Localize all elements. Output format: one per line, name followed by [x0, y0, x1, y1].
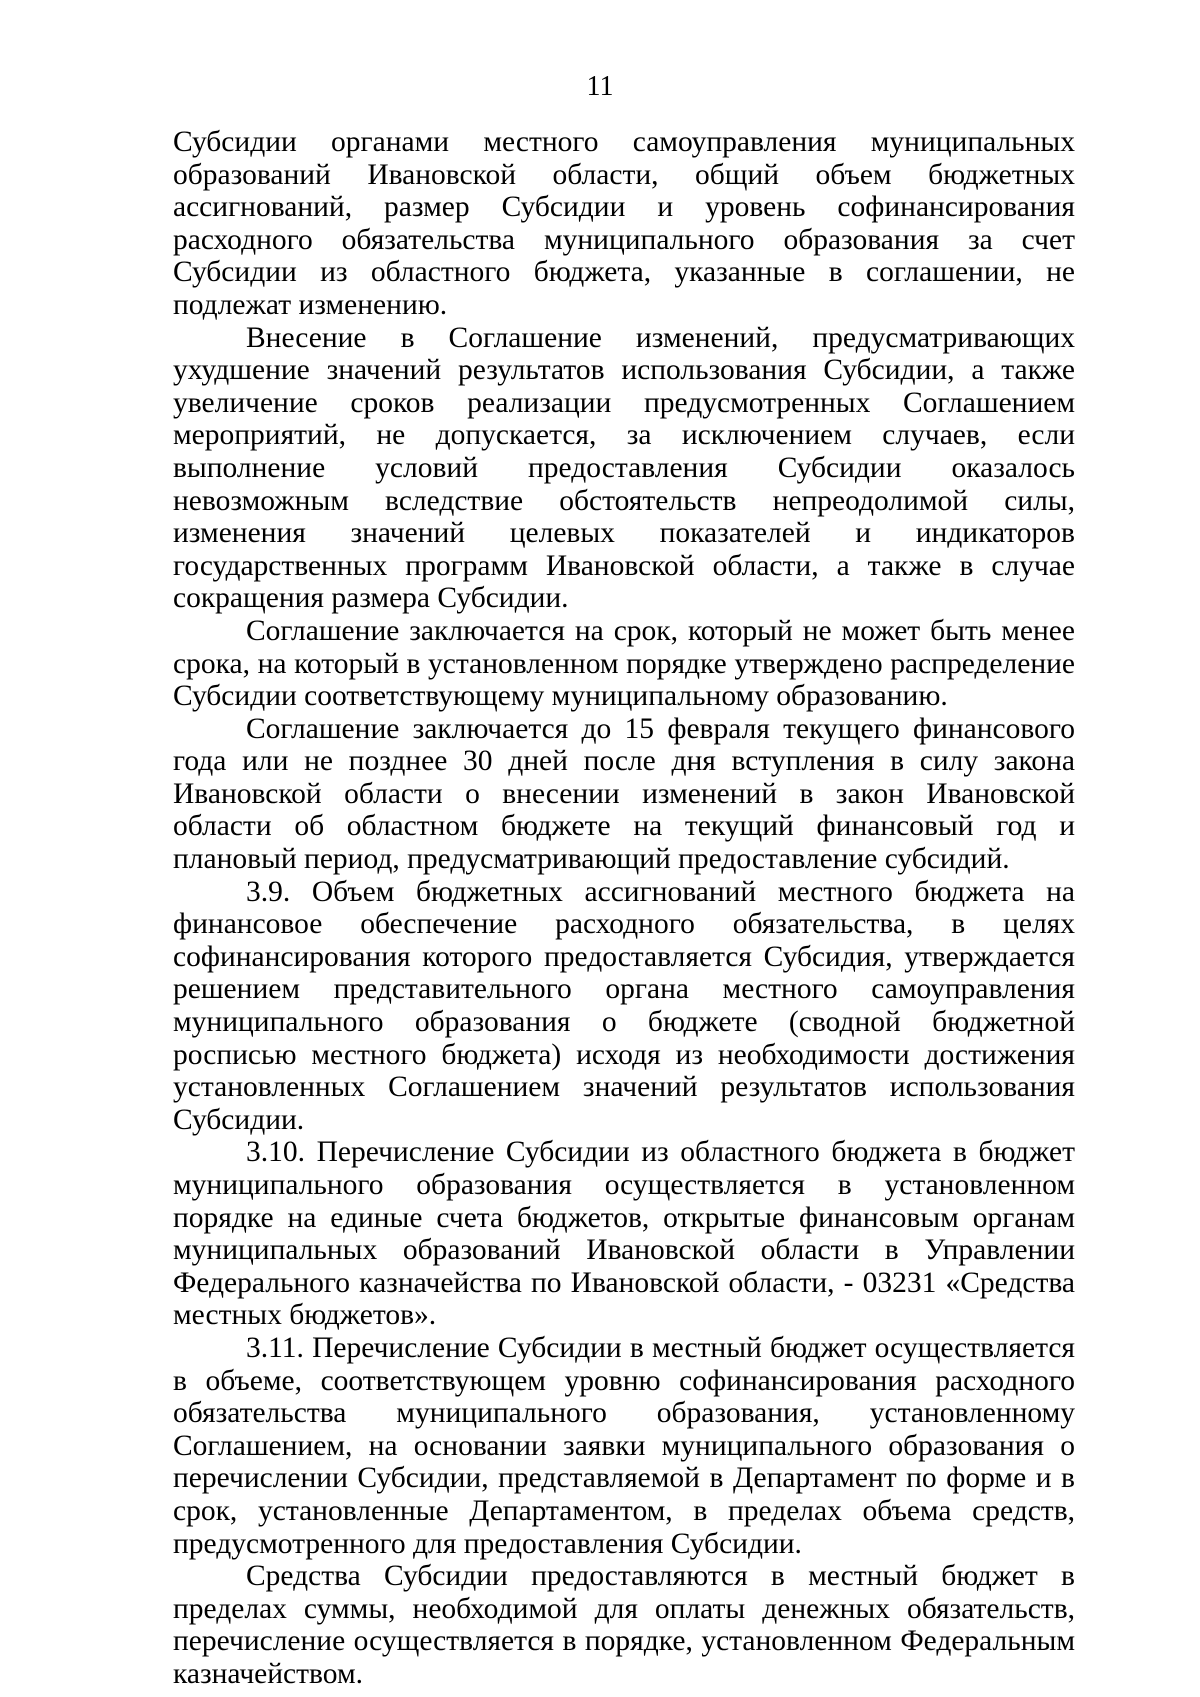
page-number: 11: [586, 71, 614, 102]
paragraph-section-3-11: 3.11. Перечисление Субсидии в местный бюджет осуществляется в объеме, соответствующем уровню софинансирования расходного обязательства муниципального образования, установленному Соглашением, на основании заявки муниципального образования о перечислении Субсидии, представляемой в Департамент по форме и в срок, установленные Департаментом, в пределах объема средств, предусмотренного для предоставления Субсидии.: [173, 1331, 1075, 1560]
paragraph-subsidy-terms: Субсидии органами местного самоуправления муниципальных образований Ивановской области, общий объем бюджетных ассигнований, размер Субсидии и уровень софинансирования расходного обязательства муниципального образования за счет Субсидии из областного бюджета, указанные в соглашении, не подлежат изменению.: [173, 126, 1075, 321]
paragraph-agreement-deadline: Соглашение заключается до 15 февраля текущего финансового года или не позднее 30 дней после дня вступления в силу закона Ивановской области о внесении изменений в закон Ивановской области об областном бюджете на текущий финансовый год и плановый период, предусматривающий предоставление субсидий.: [173, 712, 1075, 876]
paragraph-section-3-9: 3.9. Объем бюджетных ассигнований местного бюджета на финансовое обеспечение расходного обязательства, в целях софинансирования которого предоставляется Субсидия, утверждается решением представительного органа местного самоуправления муниципального образования о бюджете (сводной бюджетной росписью местного бюджета) исходя из необходимости достижения установленных Соглашением значений результатов использования Субсидии.: [173, 875, 1075, 1136]
paragraph-subsidy-funds: Средства Субсидии предоставляются в местный бюджет в пределах суммы, необходимой для оплаты денежных обязательств, перечисление осуществляется в порядке, установленном Федеральным казначейством.: [173, 1560, 1075, 1690]
document-body: [173, 126, 1075, 1691]
paragraph-section-3-10: 3.10. Перечисление Субсидии из областного бюджета в бюджет муниципального образования осуществляется в установленном порядке на единые счета бюджетов, открытые финансовым органам муниципальных образований Ивановской области в Управлении Федерального казначейства по Ивановской области, - 03231 «Средства местных бюджетов».: [173, 1136, 1075, 1332]
paragraph-agreement-term: Соглашение заключается на срок, который не может быть менее срока, на который в установленном порядке утверждено распределение Субсидии соответствующему муниципальному образованию.: [173, 614, 1075, 713]
paragraph-agreement-amendments: Внесение в Соглашение изменений, предусматривающих ухудшение значений результатов использования Субсидии, а также увеличение сроков реализации предусмотренных Соглашением мероприятий, не допускается, за исключением случаев, если выполнение условий предоставления Субсидии оказалось невозможным вследствие обстоятельств непреодолимой силы, изменения значений целевых показателей и индикаторов государственных программ Ивановской области, а также в случае сокращения размера Субсидии.: [173, 321, 1075, 615]
